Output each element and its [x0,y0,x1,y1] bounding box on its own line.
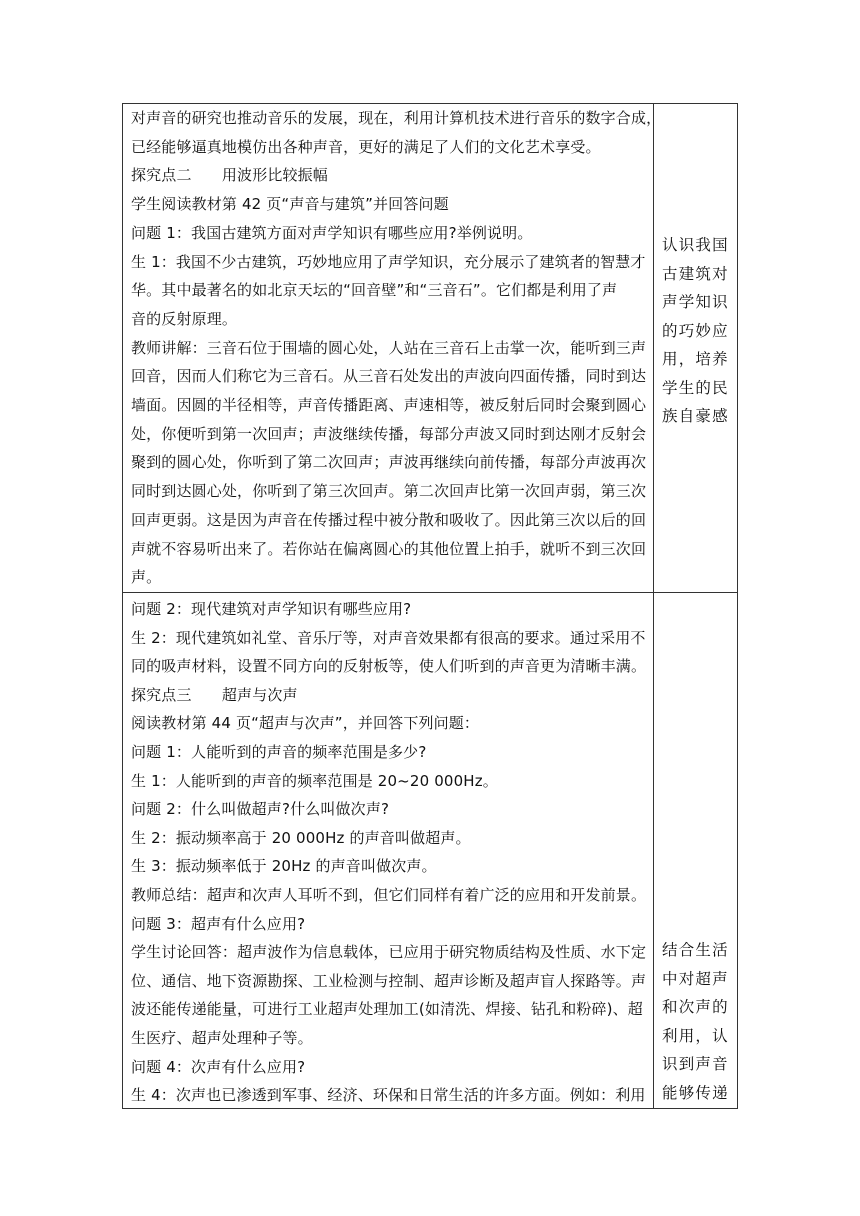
lesson-plan-table [122,103,738,1109]
text-line: 生 2：现代建筑如礼堂、音乐厅等，对声音效果都有很高的要求。通过采用不 [131,628,646,647]
text-line: 问题 1：人能听到的声音的频率范围是多少? [131,743,427,761]
text-line: 生 3：振动频率低于 20Hz 的声音叫做次声。 [131,857,437,876]
text-line: 能够传递 [662,1084,729,1102]
text-line: 回音，因而人们称它为三音石。从三音石处发出的声波向四面传播，同时到达 [131,367,647,386]
text-line: 古建筑对 [662,264,729,283]
text-line: 探究点三 超声与次声 [131,685,298,704]
text-line: 问题 3：超声有什么应用? [131,914,306,933]
text-line: 生医疗、超声处理种子等。 [131,1029,313,1047]
text-line: 和次声的 [662,998,729,1017]
text-line: 结合生活 [662,941,729,959]
text-line: 位、通信、地下资源勘探、工业检测与控制、超声诊断及超声盲人探路等。声 [131,971,647,990]
text-line: 阅读教材第 44 页“超声与次声”，并回答下列问题： [131,714,480,733]
text-line: 墙面。因圆的半径相等，声音传播距离、声速相等，被反射后同时会聚到圆心 [131,396,647,414]
text-line: 中对超声 [662,969,729,988]
text-line: 识到声音 [662,1055,729,1074]
text-line: 聚到的圆心处，你听到了第二次回声；声波再继续向前传播，每部分声波再次 [131,453,647,472]
text-line: 问题 1：我国古建筑方面对声学知识有哪些应用?举例说明。 [131,223,533,242]
text-line: 同时到达圆心处，你听到了第三次回声。第二次回声比第一次回声弱，第三次 [131,482,647,501]
text-line: 教师讲解：三音石位于围墙的圆心处，人站在三音石上击掌一次，能听到三声 [131,338,647,357]
text-line: 声。 [131,568,162,587]
text-line: 已经能够逼真地模仿出各种声音，更好的满足了人们的文化艺术享受。 [131,137,601,156]
text-line: 族自豪感 [662,407,729,425]
text-line: 华。其中最著名的如北京天坛的“回音壁”和“三音石”。它们都是利用了声 [131,281,618,300]
text-line: 声就不容易听出来了。若你站在偏离圆心的其他位置上拍手，就听不到三次回 [131,539,647,558]
text-line: 学生的民 [662,378,729,397]
text-line: 学生讨论回答：超声波作为信息载体，已应用于研究物质结构及性质、水下定 [131,943,647,962]
process-cell [123,104,662,592]
text-line: 生 4：次声也已渗透到军事、经济、环保和日常生活的许多方面。例如：利用 [131,1086,646,1105]
text-line: 利用，认 [662,1026,729,1045]
text-line: 音的反射原理。 [131,309,238,328]
text-line: 教师总结：超声和次声人耳听不到，但它们同样有着广泛的应用和开发前景。 [131,886,647,904]
text-line: 认识我国 [662,236,729,254]
text-line: 问题 2：什么叫做超声?什么叫做次声? [131,800,390,819]
text-line: 波还能传递能量，可进行工业超声处理加工(如清洗、焊接、钻孔和粉碎)、超 [131,1000,643,1019]
text-line: 同的吸声材料，设置不同方向的反射板等，使人们听到的声音更为清晰丰满。 [131,657,647,676]
text-line: 声学知识 [662,293,729,311]
text-line: 用，培养 [662,350,729,368]
process-cell [123,593,654,1109]
table-row [123,104,737,592]
text-line: 问题 2：现代建筑对声学知识有哪些应用? [131,600,412,618]
table-row [123,592,737,1109]
text-line: 探究点二 用波形比较振幅 [131,166,328,185]
text-line: 生 2：振动频率高于 20 000Hz 的声音叫做超声。 [131,828,471,847]
text-line: 处，你便听到第一次回声；声波继续传播，每部分声波又同时到达刚才反射会 [131,424,647,443]
text-line: 生 1：人能听到的声音的频率范围是 20~20 000Hz。 [131,771,498,790]
text-line: 回声更弱。这是因为声音在传播过程中被分散和吸收了。因此第三次以后的回 [131,510,647,529]
text-line: 对声音的研究也推动音乐的发展，现在，利用计算机技术进行音乐的数字合成， [131,109,662,127]
text-line: 问题 4：次声有什么应用? [131,1057,306,1076]
text-line: 的巧妙应 [662,321,729,340]
text-line: 学生阅读教材第 42 页“声音与建筑”并回答问题 [131,195,449,214]
intent-cell [654,104,737,592]
text-line: 生 1：我国不少古建筑，巧妙地应用了声学知识，充分展示了建筑者的智慧才 [131,252,646,271]
intent-cell [654,593,737,1109]
